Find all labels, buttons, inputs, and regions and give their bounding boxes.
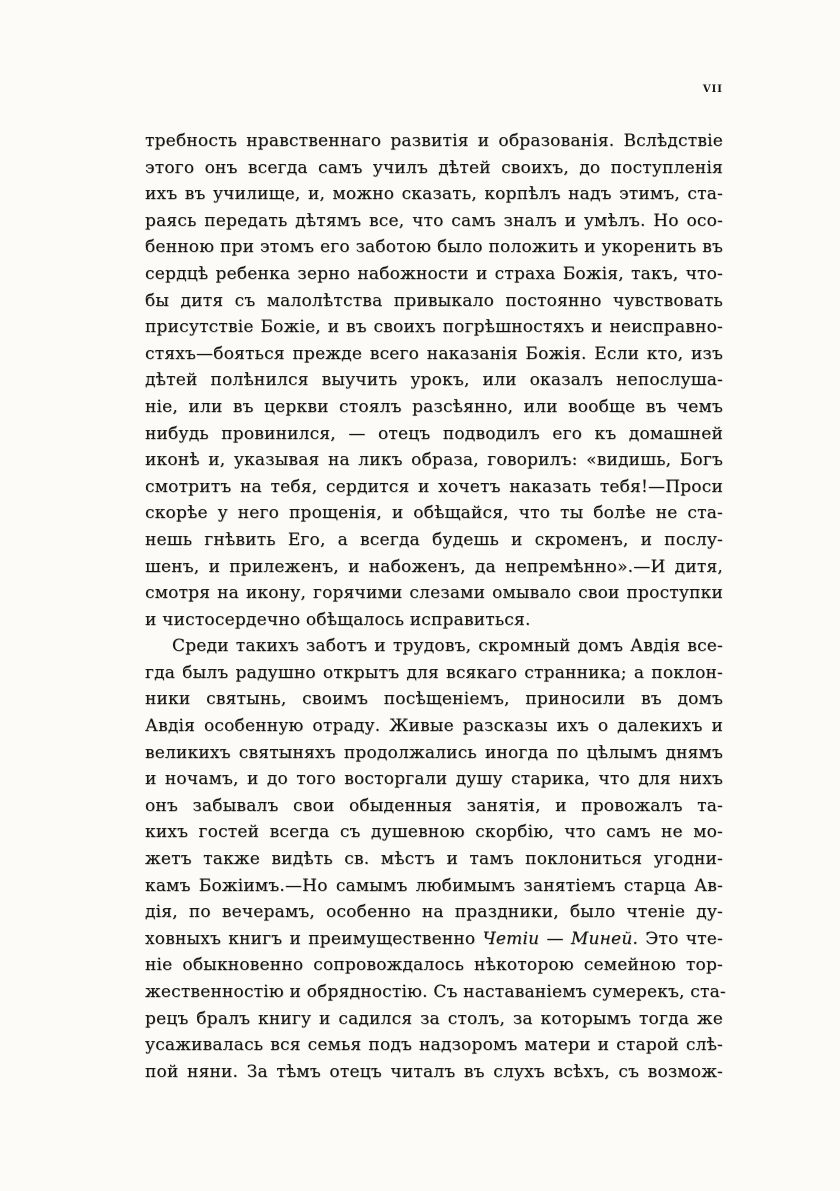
text-line: раясь передать дѣтямъ все, что самъ зналъ и умѣлъ. Но осо-	[145, 210, 723, 231]
text-line: этого онъ всегда самъ училъ дѣтей своихъ, до поступленія	[145, 157, 723, 178]
text-line-with-italic	[145, 926, 723, 953]
text-line: гда былъ радушно открытъ для всякаго странника; а поклон-	[145, 662, 723, 683]
text-line: камъ Божіимъ.—Но самымъ любимымъ занятіемъ старца Ав-	[145, 875, 723, 896]
text-line: дѣтей полѣнился выучить урокъ, или оказалъ непослуша-	[145, 370, 723, 391]
text-line: бы дитя съ малолѣтства привыкало постоянно чувствовать	[145, 290, 723, 311]
text-line: стяхъ—бояться прежде всего наказанія Божія. Если кто, изъ	[145, 343, 723, 364]
text-line: и чистосердечно обѣщалось исправиться.	[145, 609, 531, 630]
text-line: Среди такихъ заботъ и трудовъ, скромный домъ Авдія все-	[172, 636, 723, 657]
text-line: ники святынь, своимъ посѣщеніемъ, приносили въ домъ	[145, 689, 723, 710]
text-segment: ховныхъ книгъ и преимущественно	[145, 928, 483, 949]
text-line: иконѣ и, указывая на ликъ образа, говорилъ: «видишь, Богъ	[145, 450, 723, 471]
text-line: кихъ гостей всегда съ душевною скорбію, что самъ не мо-	[145, 822, 723, 843]
text-line: присутствіе Божіе, и въ своихъ погрѣшностяхъ и неисправно-	[145, 317, 723, 338]
text-line: ніе обыкновенно сопровождалось нѣкоторою семейною тор-	[145, 955, 723, 976]
text-block	[145, 128, 726, 1085]
text-line: рецъ бралъ книгу и садился за столъ, за которымъ тогда же	[145, 1008, 723, 1029]
text-line: ніе, или въ церкви стоялъ разсѣянно, или вообще въ чемъ	[145, 396, 723, 417]
text-line: нибудь провинился, — отецъ подводилъ его къ домашней	[145, 423, 723, 444]
text-line: смотря на икону, горячими слезами омывало свои проступки	[145, 583, 723, 604]
text-line: сердцѣ ребенка зерно набожности и страха Божія, такъ, что-	[145, 263, 723, 284]
text-line: жественностію и обрядностію. Съ наставаніемъ сумерекъ, ста-	[145, 982, 726, 1002]
text-line: ихъ въ училище, и, можно сказать, корпѣлъ надъ этимъ, ста-	[145, 184, 723, 205]
text-line: нешь гнѣвить Его, а всегда будешь и скроменъ, и послу-	[145, 529, 723, 550]
paragraph-1	[145, 128, 723, 633]
text-line: усаживалась вся семья подъ надзоромъ матери и старой слѣ-	[145, 1035, 723, 1056]
page-number: vii	[702, 80, 723, 96]
text-line: Авдія особенную отраду. Живые разсказы ихъ о далекихъ и	[145, 716, 723, 737]
text-line: смотритъ на тебя, сердится и хочетъ наказать тебя!—Проси	[145, 476, 723, 497]
text-line: шенъ, и прилеженъ, и набоженъ, да непремѣнно».—И дитя,	[145, 556, 723, 577]
italic-book-title: Четіи — Миней.	[482, 928, 639, 949]
text-line: онъ забывалъ свои обыденныя занятія, и провожалъ та-	[145, 795, 723, 816]
text-line: требность нравственнаго развитія и образованія. Вслѣдствіе	[145, 131, 723, 151]
text-line: пой няни. За тѣмъ отецъ читалъ въ слухъ всѣхъ, съ возмож-	[145, 1061, 723, 1082]
text-line: дія, по вечерамъ, особенно на праздники, было чтеніе ду-	[145, 902, 723, 923]
text-line: бенною при этомъ его заботою было положить и укоренить въ	[145, 237, 723, 258]
text-line: скорѣе у него прощенія, и обѣщайся, что ты болѣе не ста-	[145, 503, 723, 524]
text-line: великихъ святыняхъ продолжались иногда по цѣлымъ днямъ	[145, 742, 723, 763]
paragraph-2	[145, 633, 726, 1085]
text-line: жетъ также видѣть св. мѣстъ и тамъ поклониться угодни-	[145, 849, 723, 870]
text-segment: Это чте-	[638, 928, 723, 949]
text-line: и ночамъ, и до того восторгали душу старика, что для нихъ	[145, 769, 723, 790]
